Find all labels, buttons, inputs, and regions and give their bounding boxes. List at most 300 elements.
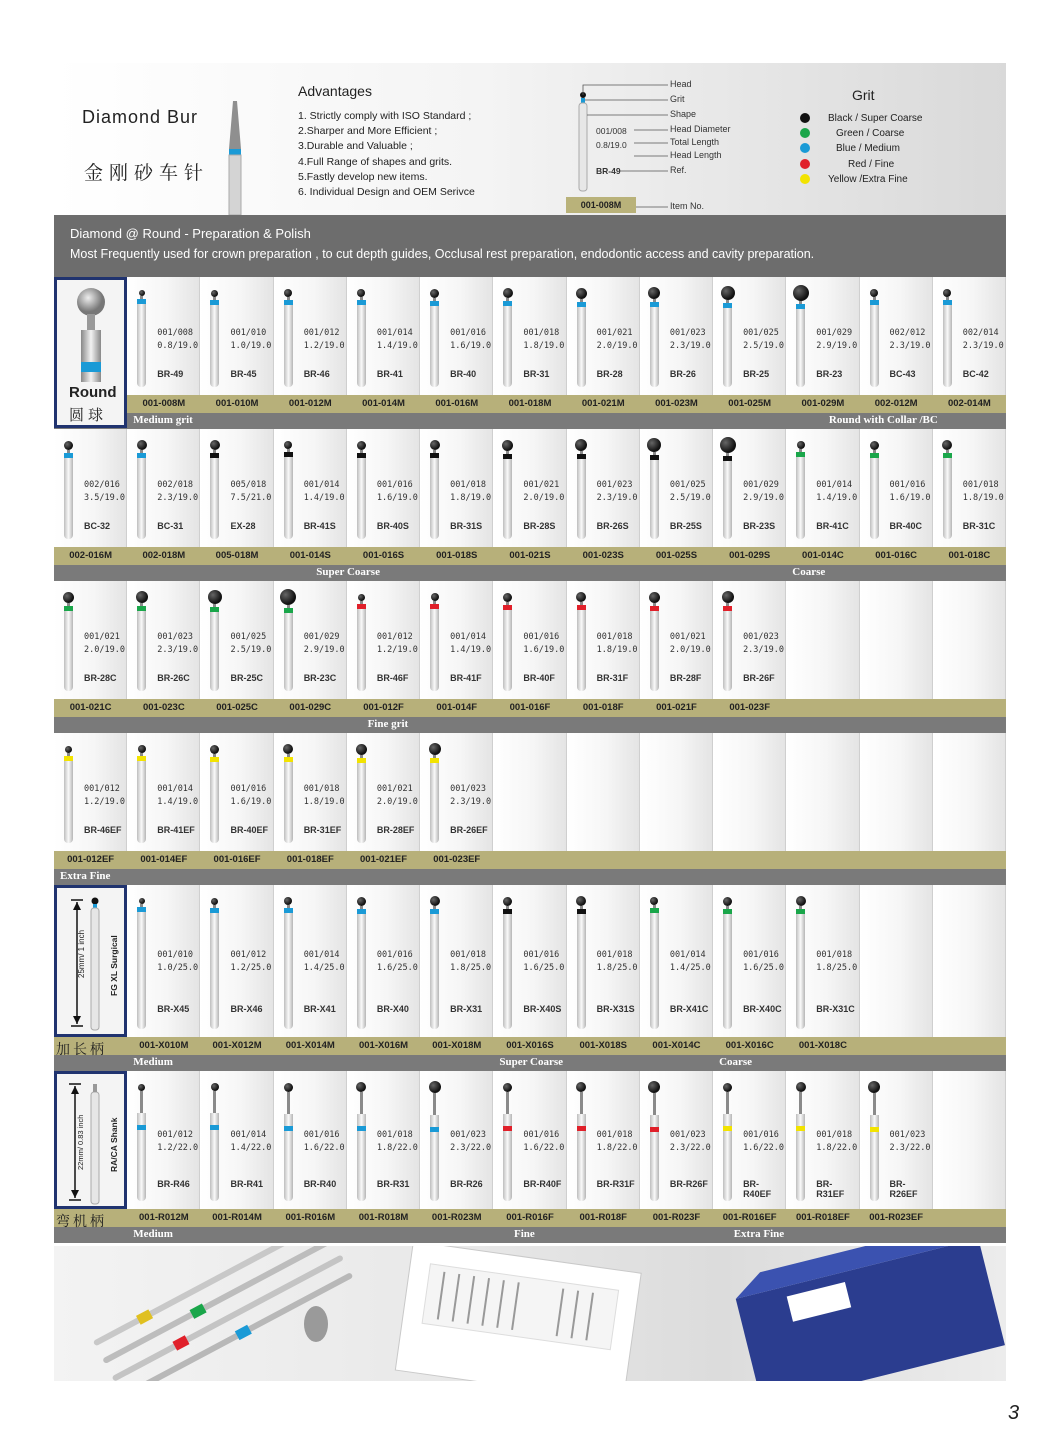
spec-line: 001/021 bbox=[84, 631, 120, 642]
spec-line: 001/025 bbox=[743, 327, 779, 338]
grit-ring bbox=[870, 1127, 879, 1132]
bur-shank bbox=[503, 306, 512, 387]
bur-head-icon bbox=[796, 896, 806, 906]
product-cell[interactable] bbox=[786, 429, 859, 547]
grit-ring bbox=[210, 908, 219, 913]
spec-line: 2.3/19.0 bbox=[669, 340, 711, 351]
product-cell[interactable] bbox=[127, 1071, 200, 1209]
bur-spec bbox=[597, 479, 638, 505]
product-cell[interactable] bbox=[200, 733, 273, 851]
product-cell[interactable] bbox=[493, 277, 566, 395]
spec-line: 0.8/19.0 bbox=[157, 340, 199, 351]
grit-ring bbox=[503, 605, 512, 610]
item-code: 001-X016M bbox=[358, 1040, 409, 1051]
ra-measure: 22mm/ 0.83 inch bbox=[76, 1114, 85, 1170]
spec-line: 1.6/22.0 bbox=[743, 1142, 785, 1153]
bur-head-icon bbox=[208, 590, 222, 604]
bur-head-icon bbox=[793, 285, 809, 301]
grit-row bbox=[800, 159, 894, 170]
product-cell[interactable] bbox=[860, 885, 933, 1037]
product-cell[interactable] bbox=[493, 885, 566, 1037]
spec-line: 1.8/25.0 bbox=[450, 962, 492, 973]
spec-line: 001/014 bbox=[303, 479, 340, 490]
grit-yellow-dot bbox=[800, 174, 810, 184]
item-code: 001-X012M bbox=[212, 1040, 262, 1051]
product-cell[interactable] bbox=[860, 429, 933, 547]
product-cell[interactable] bbox=[127, 429, 200, 547]
product-cell[interactable] bbox=[127, 733, 200, 851]
spec-line: 1.6/19.0 bbox=[230, 796, 272, 807]
bur-spec bbox=[230, 949, 271, 975]
bur-spec bbox=[743, 479, 784, 505]
product-cell[interactable] bbox=[713, 277, 786, 395]
grit-ring bbox=[796, 1126, 805, 1131]
spec-line: 7.5/21.0 bbox=[230, 492, 272, 503]
bur-ref: EX-28 bbox=[230, 521, 256, 532]
surgical-bur-icon bbox=[89, 896, 101, 1032]
bur-spec bbox=[890, 327, 931, 353]
bur-shank bbox=[64, 611, 73, 692]
bur-legend bbox=[574, 81, 804, 215]
product-cell[interactable] bbox=[786, 733, 859, 851]
bur-shank bbox=[137, 912, 146, 1029]
grit-ring bbox=[210, 757, 219, 762]
bur-ref: BR-R40 bbox=[303, 1178, 337, 1189]
product-cell[interactable] bbox=[567, 581, 640, 699]
item-code: 001-010M bbox=[215, 398, 259, 409]
catalog-header bbox=[54, 63, 1006, 215]
bur-head-icon bbox=[138, 745, 146, 753]
bur-ref: BR-31 bbox=[523, 369, 550, 380]
bur-neck bbox=[213, 1091, 216, 1113]
product-cell[interactable] bbox=[786, 277, 859, 395]
round-label-cn: 圆球 bbox=[69, 406, 108, 424]
spec-line: 001/012 bbox=[303, 327, 340, 338]
bur-spec bbox=[523, 1129, 564, 1155]
item-code: 001-R023F bbox=[652, 1212, 701, 1223]
bur-spec bbox=[816, 327, 857, 353]
bur-spec bbox=[816, 949, 857, 975]
grit-ring bbox=[64, 756, 73, 761]
bur-head-icon bbox=[284, 289, 292, 297]
spec-line: 1.6/25.0 bbox=[523, 962, 565, 973]
spec-line: 001/014 bbox=[669, 949, 706, 960]
bur-ref: BR-28C bbox=[84, 673, 117, 684]
product-cell[interactable] bbox=[786, 885, 859, 1037]
bur-spec bbox=[743, 949, 784, 975]
bur-ref: BR-R26EF bbox=[889, 1178, 918, 1199]
grit-ring bbox=[430, 1127, 439, 1132]
spec-line: 001/012 bbox=[157, 1129, 194, 1140]
product-cell[interactable] bbox=[200, 885, 273, 1037]
item-code: 001-X016S bbox=[506, 1040, 554, 1051]
bur-ref: BR-X41 bbox=[303, 1003, 336, 1014]
bur-head-icon bbox=[796, 1082, 806, 1092]
bur-head-icon bbox=[284, 897, 292, 905]
spec-line: 2.5/19.0 bbox=[669, 492, 711, 503]
surgical-name: FG XL Surgical bbox=[109, 935, 119, 996]
product-cell[interactable] bbox=[786, 581, 859, 699]
item-code: 001-029M bbox=[801, 398, 845, 409]
spec-line: 1.6/25.0 bbox=[376, 962, 418, 973]
product-cell[interactable] bbox=[493, 733, 566, 851]
spec-line: 1.4/19.0 bbox=[157, 796, 199, 807]
item-code: 001-014M bbox=[362, 398, 405, 409]
product-cell[interactable] bbox=[933, 581, 1006, 699]
bur-head-icon bbox=[503, 1083, 512, 1092]
bur-ref: BR-40S bbox=[376, 521, 409, 532]
product-cell[interactable] bbox=[420, 1071, 493, 1209]
spec-line: 001/018 bbox=[303, 783, 340, 794]
legend-label: Grit bbox=[670, 94, 685, 104]
product-cell[interactable] bbox=[347, 1071, 420, 1209]
round-label-en: Round bbox=[69, 384, 117, 401]
bur-head-icon bbox=[284, 1083, 293, 1092]
bur-ref: BR-X31S bbox=[596, 1003, 635, 1014]
title-en: Diamond Bur bbox=[82, 107, 199, 127]
spec-line: 2.0/19.0 bbox=[84, 644, 125, 655]
grit-ring bbox=[284, 1126, 293, 1131]
bur-head-icon bbox=[357, 441, 366, 450]
grit-group-label: Fine grit bbox=[367, 718, 409, 730]
grit-group-label: Super Coarse bbox=[499, 1056, 564, 1068]
product-cell[interactable] bbox=[640, 429, 713, 547]
spec-line: 001/018 bbox=[450, 479, 486, 490]
product-cell[interactable] bbox=[567, 733, 640, 851]
bur-shank bbox=[870, 305, 879, 387]
grit-label: Yellow /Extra Fine bbox=[828, 174, 908, 185]
bur-head-icon bbox=[139, 290, 145, 296]
bur-spec bbox=[377, 949, 418, 975]
spec-line: 1.2/19.0 bbox=[376, 644, 418, 655]
bur-spec bbox=[377, 783, 418, 809]
bur-shank bbox=[650, 460, 659, 539]
item-code: 001-014EF bbox=[140, 854, 188, 865]
item-code: 001-023C bbox=[142, 702, 185, 713]
bur-shank bbox=[357, 609, 366, 692]
item-code: 001-R018F bbox=[579, 1212, 627, 1223]
product-cell[interactable] bbox=[933, 1071, 1006, 1209]
product-cell[interactable] bbox=[860, 277, 933, 395]
bur-spec bbox=[597, 949, 638, 975]
product-cell[interactable] bbox=[420, 581, 493, 699]
bur-spec bbox=[670, 479, 711, 505]
bur-spec bbox=[450, 783, 491, 809]
product-cell[interactable] bbox=[640, 277, 713, 395]
bur-ref: BR-X40C bbox=[743, 1003, 782, 1014]
bur-spec bbox=[450, 631, 491, 657]
spec-line: 1.8/25.0 bbox=[596, 962, 638, 973]
bur-head-icon bbox=[283, 744, 293, 754]
spec-line: 001/018 bbox=[816, 949, 853, 960]
item-code: 001-014F bbox=[436, 702, 478, 713]
product-cell[interactable] bbox=[347, 733, 420, 851]
spec-line: 001/018 bbox=[596, 949, 633, 960]
bur-shank bbox=[650, 913, 659, 1029]
bur-head-icon bbox=[576, 288, 587, 299]
bur-shank bbox=[284, 913, 293, 1029]
spec-line: 001/021 bbox=[376, 783, 413, 794]
product-cell[interactable] bbox=[420, 277, 493, 395]
bur-spec bbox=[523, 479, 564, 505]
bur-ref: BR-23 bbox=[816, 369, 843, 380]
spec-line: 001/023 bbox=[743, 631, 779, 642]
spec-line: 1.2/19.0 bbox=[303, 340, 345, 351]
item-code: 001-R016M bbox=[285, 1212, 336, 1223]
spec-line: 001/021 bbox=[523, 479, 560, 490]
product-cell[interactable] bbox=[713, 885, 786, 1037]
spec-line: 2.9/19.0 bbox=[743, 492, 785, 503]
bur-ref: BR-40C bbox=[889, 521, 923, 532]
bur-shank bbox=[357, 305, 366, 387]
bur-neck bbox=[433, 1093, 436, 1115]
bur-spec bbox=[230, 1129, 271, 1155]
grit-group-label: Fine bbox=[514, 1228, 535, 1240]
product-cell[interactable] bbox=[933, 885, 1006, 1037]
spec-line: 001/023 bbox=[450, 1129, 486, 1140]
spec-line: 001/016 bbox=[450, 327, 486, 338]
product-photo-strip bbox=[54, 1246, 1006, 1381]
spec-line: 001/012 bbox=[230, 949, 267, 960]
product-cell[interactable] bbox=[933, 429, 1006, 547]
item-code: 001-014C bbox=[802, 550, 844, 561]
item-code: 001-014S bbox=[289, 550, 331, 561]
product-cell[interactable] bbox=[860, 581, 933, 699]
spec-line: 001/014 bbox=[376, 327, 413, 338]
bur-neck bbox=[287, 1092, 290, 1114]
bur-ref: BR-X31C bbox=[816, 1003, 855, 1014]
bur-shank bbox=[64, 458, 73, 540]
grit-label-bar bbox=[54, 717, 1006, 733]
spec-line: 1.6/25.0 bbox=[743, 962, 785, 973]
bur-spec bbox=[230, 327, 271, 353]
spec-line: 1.0/25.0 bbox=[157, 962, 199, 973]
product-cell[interactable] bbox=[54, 581, 127, 699]
item-code-bar bbox=[54, 1209, 1006, 1227]
product-photo-illustration bbox=[54, 1246, 1006, 1381]
product-cell[interactable] bbox=[200, 1071, 273, 1209]
grit-red-dot bbox=[800, 159, 810, 169]
product-cell[interactable] bbox=[200, 581, 273, 699]
product-cell[interactable] bbox=[713, 1071, 786, 1209]
ra-name: RA/CA Shank bbox=[109, 1117, 119, 1172]
item-code: 001-X018C bbox=[798, 1040, 847, 1051]
bur-ref: BR-X31 bbox=[450, 1003, 483, 1014]
spec-line: 1.6/19.0 bbox=[523, 644, 565, 655]
bur-ref: BR-28F bbox=[669, 673, 702, 684]
bur-spec bbox=[377, 631, 418, 657]
bur-ref: BR-25S bbox=[669, 521, 702, 532]
bur-head-icon bbox=[430, 896, 440, 906]
spec-line: 001/016 bbox=[376, 949, 413, 960]
product-cell[interactable] bbox=[713, 429, 786, 547]
product-cell[interactable] bbox=[274, 733, 347, 851]
bur-head-icon bbox=[502, 440, 513, 451]
bur-shank bbox=[723, 461, 732, 539]
bur-spec bbox=[157, 949, 198, 975]
spec-line: 3.5/19.0 bbox=[84, 492, 125, 503]
bur-shank bbox=[723, 611, 732, 691]
diamond-bur-illustration bbox=[224, 101, 244, 215]
spec-line: 001/018 bbox=[450, 949, 486, 960]
product-cell[interactable] bbox=[347, 429, 420, 547]
bur-head-icon bbox=[648, 287, 660, 299]
bur-head-icon bbox=[139, 898, 145, 904]
product-cell[interactable] bbox=[933, 733, 1006, 851]
item-code: 001-029S bbox=[729, 550, 771, 561]
product-cell[interactable] bbox=[860, 733, 933, 851]
spec-line: 001/014 bbox=[303, 949, 340, 960]
spec-line: 001/016 bbox=[523, 631, 560, 642]
spec-line: 001/023 bbox=[450, 783, 486, 794]
spec-line: 002/014 bbox=[962, 327, 999, 338]
grit-ring bbox=[137, 1125, 146, 1130]
product-cell[interactable] bbox=[567, 277, 640, 395]
product-cell[interactable] bbox=[933, 277, 1006, 395]
product-cell[interactable] bbox=[200, 277, 273, 395]
bur-head-icon bbox=[65, 746, 72, 753]
bur-shank bbox=[430, 609, 439, 691]
product-cell[interactable] bbox=[274, 581, 347, 699]
spec-line: 001/023 bbox=[669, 327, 706, 338]
spec-line: 1.8/19.0 bbox=[523, 340, 565, 351]
bur-ref: BR-26 bbox=[669, 369, 696, 380]
bur-shank bbox=[357, 763, 366, 844]
spec-line: 1.4/19.0 bbox=[816, 492, 858, 503]
product-cell[interactable] bbox=[127, 885, 200, 1037]
bur-spec bbox=[84, 631, 125, 657]
bur-head-icon bbox=[942, 440, 952, 450]
bur-head-icon bbox=[650, 897, 658, 905]
spec-line: 001/023 bbox=[669, 1129, 706, 1140]
grit-ring bbox=[357, 1126, 366, 1131]
grit-ring bbox=[357, 604, 366, 609]
product-cell[interactable] bbox=[493, 1071, 566, 1209]
product-cell[interactable] bbox=[420, 885, 493, 1037]
grit-label-bar bbox=[54, 1055, 1006, 1071]
bur-spec bbox=[157, 479, 198, 505]
product-cell[interactable] bbox=[200, 429, 273, 547]
bur-neck bbox=[799, 1092, 802, 1114]
product-cell[interactable] bbox=[127, 581, 200, 699]
bur-ref: BC-32 bbox=[84, 521, 111, 532]
product-cell[interactable] bbox=[127, 277, 200, 395]
product-cell[interactable] bbox=[274, 429, 347, 547]
bur-ref: BR-25 bbox=[743, 369, 770, 380]
spec-line: 1.2/19.0 bbox=[84, 796, 125, 807]
bur-spec bbox=[890, 479, 931, 505]
item-code: 001-X010M bbox=[139, 1040, 189, 1051]
bur-spec bbox=[816, 479, 857, 505]
product-cell[interactable] bbox=[54, 429, 127, 547]
item-code: 001-023M bbox=[655, 398, 698, 409]
item-code: 001-018F bbox=[582, 702, 624, 713]
product-cell[interactable] bbox=[347, 581, 420, 699]
bur-head-icon bbox=[211, 898, 218, 905]
grit-row bbox=[800, 143, 900, 154]
bur-head-icon bbox=[280, 589, 296, 605]
bur-shank bbox=[650, 307, 659, 387]
product-cell[interactable] bbox=[640, 885, 713, 1037]
product-cell[interactable] bbox=[713, 733, 786, 851]
product-cell[interactable] bbox=[713, 581, 786, 699]
product-cell[interactable] bbox=[640, 1071, 713, 1209]
item-code: 001-018M bbox=[508, 398, 552, 409]
grit-row bbox=[800, 128, 904, 139]
spec-line: 001/018 bbox=[376, 1129, 413, 1140]
product-cell[interactable] bbox=[493, 581, 566, 699]
bur-spec bbox=[377, 1129, 418, 1155]
item-code: 001-023F bbox=[729, 702, 770, 713]
product-cell[interactable] bbox=[274, 885, 347, 1037]
spec-line: 1.4/19.0 bbox=[376, 340, 418, 351]
bur-head-icon bbox=[721, 286, 735, 300]
product-cell[interactable] bbox=[640, 733, 713, 851]
product-cell[interactable] bbox=[347, 277, 420, 395]
bur-neck bbox=[580, 1092, 583, 1114]
product-cell[interactable] bbox=[420, 429, 493, 547]
spec-line: 001/016 bbox=[230, 783, 267, 794]
product-cell[interactable] bbox=[274, 1071, 347, 1209]
product-cell[interactable] bbox=[493, 429, 566, 547]
spec-line: 2.3/22.0 bbox=[669, 1142, 711, 1153]
bur-head-icon bbox=[356, 1082, 366, 1092]
legend-label: Head Diameter bbox=[670, 124, 731, 134]
item-code: 001-021S bbox=[509, 550, 551, 561]
grit-blue-dot bbox=[800, 143, 810, 153]
item-code: 001-023S bbox=[582, 550, 624, 561]
spec-line: 1.6/22.0 bbox=[523, 1142, 565, 1153]
grit-ring bbox=[210, 1125, 219, 1130]
spec-line: 2.3/19.0 bbox=[157, 492, 199, 503]
bur-shank bbox=[870, 458, 879, 540]
product-cell[interactable] bbox=[420, 733, 493, 851]
advantages-list bbox=[298, 109, 475, 200]
product-cell[interactable] bbox=[54, 733, 127, 851]
spec-line: 2.9/19.0 bbox=[816, 340, 858, 351]
spec-line: 002/016 bbox=[84, 479, 120, 490]
product-cell[interactable] bbox=[860, 1071, 933, 1209]
bur-spec bbox=[963, 479, 1004, 505]
product-cell[interactable] bbox=[567, 1071, 640, 1209]
bur-ref: BR-41C bbox=[816, 521, 849, 532]
grit-ring bbox=[650, 606, 659, 611]
item-code: 001-025M bbox=[728, 398, 772, 409]
item-code-bar bbox=[54, 1037, 1006, 1055]
spec-line: 1.8/19.0 bbox=[962, 492, 1004, 503]
product-cell[interactable] bbox=[347, 885, 420, 1037]
ra-bur-icon bbox=[89, 1082, 101, 1206]
item-code: 001-021M bbox=[581, 398, 625, 409]
product-cell[interactable] bbox=[567, 429, 640, 547]
grit-group-label: Medium grit bbox=[133, 414, 193, 426]
spec-line: 2.3/19.0 bbox=[962, 340, 1004, 351]
item-code: 001-012F bbox=[363, 702, 404, 713]
spec-line: 001/010 bbox=[230, 327, 267, 338]
bur-shank bbox=[723, 308, 732, 387]
product-cell[interactable] bbox=[567, 885, 640, 1037]
product-cell[interactable] bbox=[786, 1071, 859, 1209]
item-code: 001-X014M bbox=[285, 1040, 335, 1051]
bur-spec bbox=[450, 1129, 491, 1155]
bur-spec bbox=[304, 949, 345, 975]
legend-label: Ref. bbox=[670, 165, 687, 175]
spec-line: 001/016 bbox=[523, 1129, 560, 1140]
product-cell[interactable] bbox=[274, 277, 347, 395]
spec-line: 001/016 bbox=[523, 949, 560, 960]
item-code: 001-R018M bbox=[358, 1212, 409, 1223]
product-cell[interactable] bbox=[640, 581, 713, 699]
